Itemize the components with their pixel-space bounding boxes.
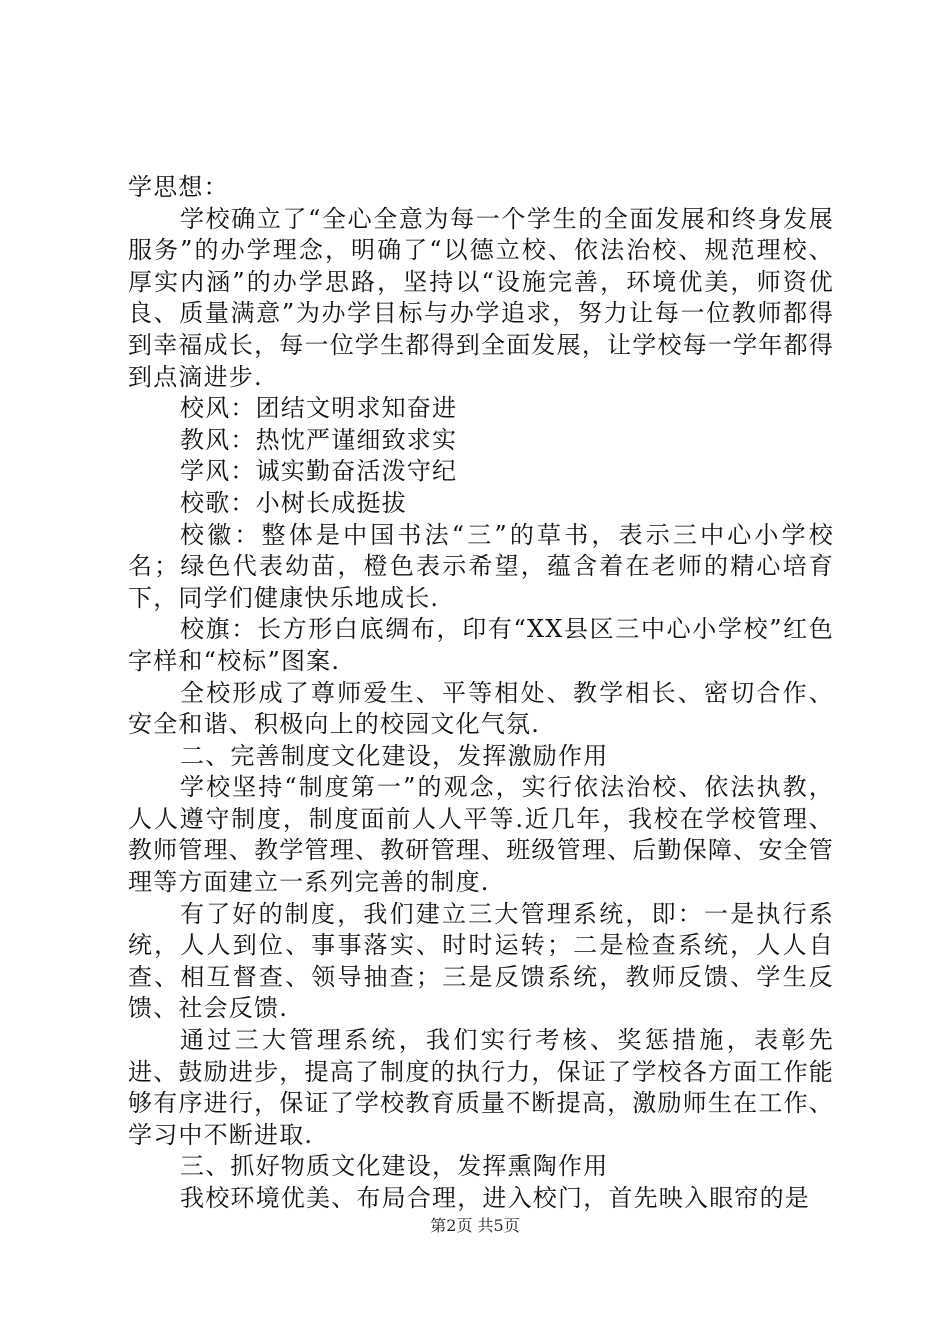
paragraph-school-spirit: 校风：团结文明求知奋进 bbox=[180, 394, 458, 423]
paragraph-rules-first: 学校坚持“制度第一”的观念，实行依法治校、依法执教，人人遵守制度，制度面前人人平等.近几年，我校在学校管理、教师管理、教学管理、教研管理、班级管理、后勤保障、安全管理等方面建立一系列完善的制度. bbox=[128, 773, 834, 897]
paragraph-incentives: 通过三大管理系统，我们实行考核、奖惩措施，表彰先进、鼓励进步，提高了制度的执行力，保证了学校各方面工作能够有序进行，保证了学校教育质量不断提高，激励师生在工作、学习中不断进取. bbox=[128, 1026, 834, 1149]
paragraph-teaching-style: 教风：热忱严谨细致求实 bbox=[180, 425, 458, 454]
page-footer: 第2页 共5页 bbox=[430, 1216, 520, 1235]
document-body bbox=[128, 172, 834, 1215]
paragraph-management-systems: 有了好的制度，我们建立三大管理系统，即：一是执行系统，人人到位、事事落实、时时运转；二是检查系统，人人自查、相互督查、领导抽查；三是反馈系统，教师反馈、学生反馈、社会反馈. bbox=[128, 899, 834, 1023]
paragraph-school-flag: 校旗：长方形白底绸布，印有“XX县区三中心小学校”红色字样和“校标”图案. bbox=[128, 615, 834, 675]
paragraph-campus-culture: 全校形成了尊师爱生、平等相处、教学相长、密切合作、安全和谐、积极向上的校园文化气氛. bbox=[128, 678, 834, 739]
section-heading-2: 二、完善制度文化建设，发挥激励作用 bbox=[180, 741, 609, 770]
section-heading-3: 三、抓好物质文化建设，发挥熏陶作用 bbox=[180, 1152, 609, 1181]
paragraph-school-song: 校歌：小树长成挺拔 bbox=[180, 488, 407, 517]
paragraph-school-philosophy: 学校确立了“全心全意为每一个学生的全面发展和终身发展服务”的办学理念，明确了“以德立校、依法治校、规范理校、厚实内涵”的办学思路，坚持以“设施完善，环境优美，师资优良、质量满意”为办学目标与办学追求，努力让每一位教师都得到幸福成长，每一位学生都得到全面发展，让学校每一学年都得到点滴进步. bbox=[128, 204, 834, 391]
paragraph-school-badge: 校徽：整体是中国书法“三”的草书，表示三中心小学校名；绿色代表幼苗，橙色表示希望，蕴含着在老师的精心培育下，同学们健康快乐地成长. bbox=[128, 520, 834, 612]
paragraph-environment: 我校环境优美、布局合理，进入校门，首先映入眼帘的是 bbox=[180, 1184, 810, 1212]
paragraph-continuation: 学思想： bbox=[128, 173, 229, 201]
paragraph-study-style: 学风：诚实勤奋活泼守纪 bbox=[180, 457, 458, 486]
